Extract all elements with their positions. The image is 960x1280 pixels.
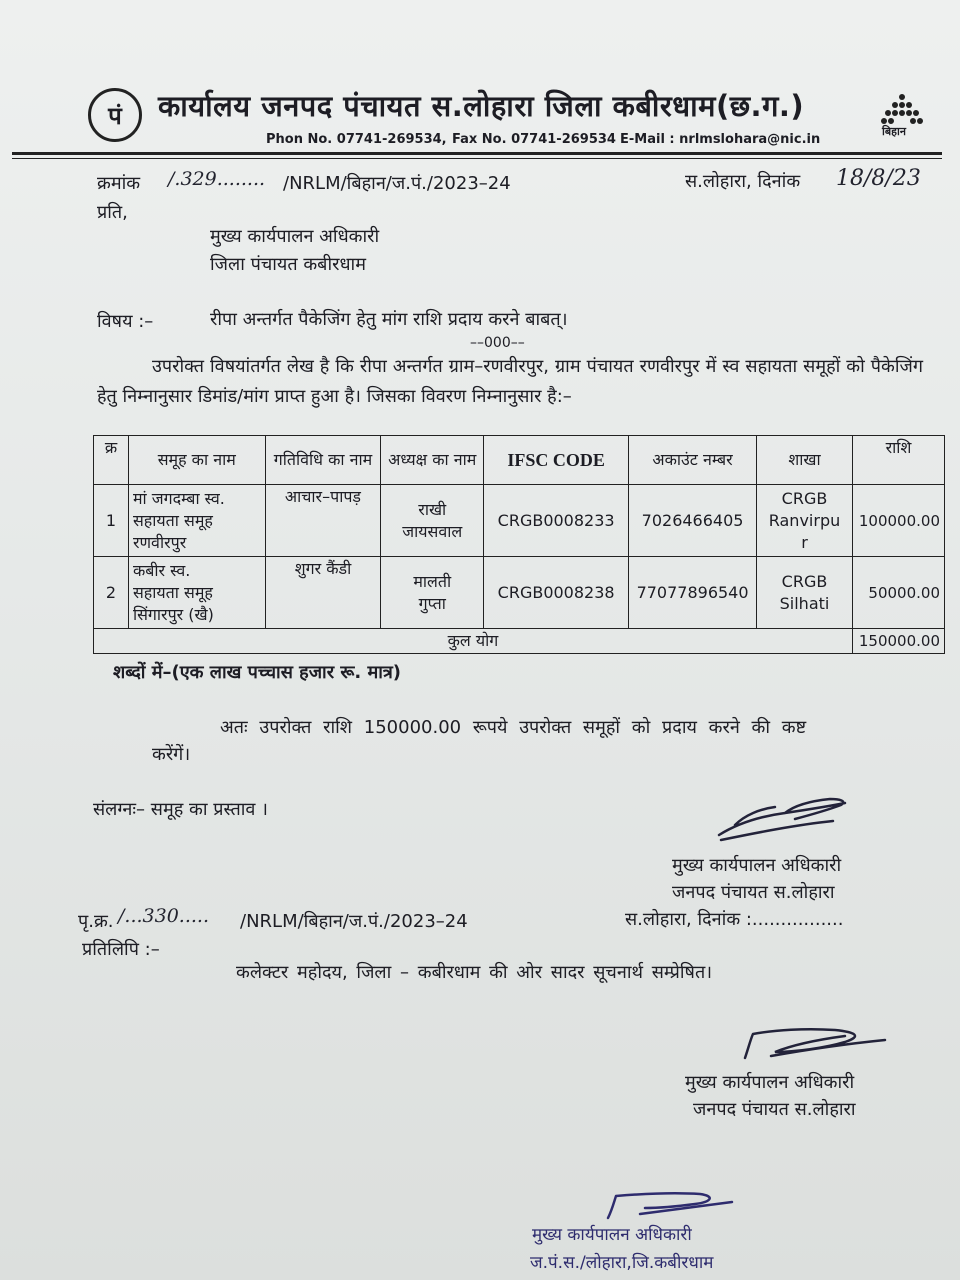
col-header-account: अकाउंट नम्बर [629,436,757,485]
group-name-line: सहायता समूह [132,582,213,602]
president-line: जायसवाल [402,521,463,541]
branch-line: Ranvirpu [768,510,841,530]
row-activity: आचार–पापड़ [265,485,381,557]
panchayat-logo-icon [88,88,142,142]
copy-label: प्रतिलिपि :– [82,939,160,960]
place-date-label: स.लोहारा, दिनांक [685,171,801,192]
signatory-title: मुख्य कार्यपालन अधिकारी [672,855,842,876]
grant-table [93,435,945,654]
row-activity: शुगर कैंडी [265,557,381,629]
president-line: गुप्ता [418,593,446,613]
letter-date: 18/8/23 [836,166,921,191]
signature-2-icon [735,1022,895,1066]
group-name-line: सहायता समूह [132,510,213,530]
to-label: प्रति, [97,202,128,223]
endorsement-signatory-title: मुख्य कार्यपालन अधिकारी [685,1072,855,1093]
email-address: E-Mail : nrlmslohara@nic.in [620,132,821,147]
stamp-line-1: मुख्य कार्यपालन अधिकारी [532,1225,692,1245]
row-amount: 50000.00 [852,557,944,629]
stamp-signature-icon [600,1188,740,1224]
endorsement-place-date: स.लोहारा, दिनांक :................ [625,909,844,930]
table-header-row [94,436,945,485]
row-branch [757,557,853,629]
row-branch [757,485,853,557]
row-sno: 1 [94,485,129,557]
recipient-office: जिला पंचायत कबीरधाम [210,254,366,275]
row-president [381,485,484,557]
group-name-line: सिंगारपुर (खै) [132,604,214,624]
endorsement-ref-prefix: पृ.क्र. [78,911,114,932]
enclosure-line: संलग्नः– समूह का प्रस्ताव । [93,799,268,820]
amount-in-words: शब्दों में–(एक लाख पच्चास हजार रू. मात्र) [113,662,402,683]
table-row [94,557,945,629]
group-name-line: कबीर स्व. [132,560,191,580]
copy-to-line: कलेक्टर महोदय, जिला – कबीरधाम की ओर सादर सूचनार्थ सम्प्रेषित। [236,962,713,983]
group-name-line: मां जगदम्बा स्व. [132,488,225,508]
row-account: 77077896540 [629,557,757,629]
total-label: कुल योग [94,629,853,654]
endorsement-ref-suffix: /NRLM/बिहान/ज.पं./2023–24 [240,911,468,932]
subject-text: रीपा अन्तर्गत पैकेजिंग हेतु मांग राशि प्रदाय करने बाबत्। [210,309,568,330]
row-sno: 2 [94,557,129,629]
table-total-row [94,629,945,654]
header-rule [12,152,942,155]
row-amount: 100000.00 [852,485,944,557]
bihan-label: बिहान [882,125,906,138]
branch-line: CRGB [781,571,828,591]
phone-number: Phon No. 07741-269534, [266,132,447,147]
row-group-name [128,485,265,557]
subject-label: विषय :– [97,311,154,332]
ref-suffix: /NRLM/बिहान/ज.पं./2023–24 [283,173,511,194]
office-title: कार्यालय जनपद पंचायत स.लोहारा जिला कबीरधाम(छ.ग.) [158,89,805,123]
endorsement-ref-number: /...330..... [118,905,209,927]
col-header-activity: गतिविधि का नाम [265,436,381,485]
table-row [94,485,945,557]
branch-line: CRGB [781,488,828,508]
col-header-president: अध्यक्ष का नाम [381,436,484,485]
president-line: मालती [413,571,452,591]
col-header-sno: क्र [94,436,129,485]
stamp-line-2: ज.पं.स./लोहारा,जि.कबीरधाम [530,1253,714,1273]
ref-number: /.329........ [168,168,266,190]
header-rule-thin [12,158,942,159]
endorsement-signatory-office: जनपद पंचायत स.लोहारा [693,1099,856,1120]
signature-1-icon [715,795,865,845]
row-group-name [128,557,265,629]
request-line-1: अतः उपरोक्त राशि 150000.00 रूपये उपरोक्त समूहों को प्रदाय करने की कष्ट [220,717,807,738]
request-line-2: करेंगें। [152,744,191,765]
group-name-line: रणवीरपुर [132,532,187,552]
row-ifsc: CRGB0008233 [484,485,629,557]
col-header-group: समूह का नाम [128,436,265,485]
col-header-ifsc: IFSC CODE [484,436,629,485]
col-header-amount: राशि [852,436,944,485]
separator: ––000–– [470,335,525,351]
row-account: 7026466405 [629,485,757,557]
branch-line: r [801,532,808,552]
body-paragraph: उपरोक्त विषयांतर्गत लेख है कि रीपा अन्तर्गत ग्राम–रणवीरपुर, ग्राम पंचायत रणवीरपुर में स्व सहायता समूहों को पैकेजिंग हेतु निम्नानुसार डिमांड/मांग प्राप्त हुआ है। जिसका विवरण निम्नानुसार है:– [97,356,923,407]
president-line: राखी [418,499,447,519]
col-header-branch: शाखा [757,436,853,485]
row-ifsc: CRGB0008238 [484,557,629,629]
fax-number: Fax No. 07741-269534 [452,132,616,147]
branch-line: Silhati [779,593,830,613]
row-president [381,557,484,629]
signatory-office: जनपद पंचायत स.लोहारा [672,882,835,903]
ref-prefix: क्रमांक [97,173,141,194]
logo-glyph: पं [108,101,122,130]
recipient-title: मुख्य कार्यपालन अधिकारी [210,226,380,247]
total-amount: 150000.00 [852,629,944,654]
